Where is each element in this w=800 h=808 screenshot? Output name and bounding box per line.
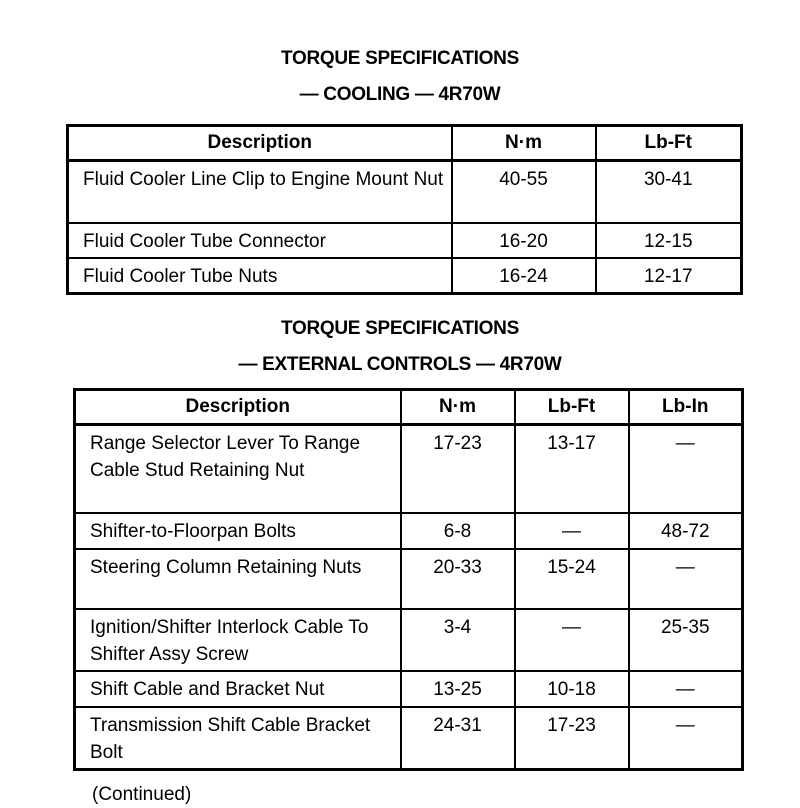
description-cell: Ignition/Shifter Interlock Cable To Shifter Assy Screw	[75, 609, 401, 671]
description-cell: Transmission Shift Cable Bracket Bolt	[75, 707, 401, 770]
external-title: TORQUE SPECIFICATIONS	[281, 318, 519, 339]
lbft-cell: 30-41	[596, 161, 742, 223]
table-row	[68, 223, 742, 258]
column-header-nm: N·m	[401, 390, 515, 425]
description-cell: Shifter-to-Floorpan Bolts	[75, 513, 401, 549]
description-cell: Fluid Cooler Tube Nuts	[68, 258, 452, 294]
lbin-cell: —	[629, 707, 743, 770]
lbft-cell: —	[515, 609, 629, 671]
table-row	[75, 549, 743, 609]
nm-cell: 24-31	[401, 707, 515, 770]
description-cell: Fluid Cooler Line Clip to Engine Mount Nut	[68, 161, 452, 223]
lbft-cell: 13-17	[515, 425, 629, 513]
table-row	[75, 707, 743, 770]
lbin-cell: 48-72	[629, 513, 743, 549]
lbft-cell: 15-24	[515, 549, 629, 609]
nm-cell: 40-55	[452, 161, 596, 223]
column-header-lbft: Lb-Ft	[515, 390, 629, 425]
table-row	[75, 609, 743, 671]
lbft-cell: 17-23	[515, 707, 629, 770]
table-row	[68, 258, 742, 294]
lbft-cell: 12-15	[596, 223, 742, 258]
external-subtitle: — EXTERNAL CONTROLS — 4R70W	[238, 354, 562, 375]
nm-cell: 3-4	[401, 609, 515, 671]
table-row	[75, 513, 743, 549]
nm-cell: 17-23	[401, 425, 515, 513]
column-header-description: Description	[68, 126, 452, 161]
column-header-lbin: Lb-In	[629, 390, 743, 425]
lbin-cell: —	[629, 425, 743, 513]
table-row	[75, 671, 743, 707]
cooling-subtitle: — COOLING — 4R70W	[299, 84, 501, 105]
lbin-cell: —	[629, 549, 743, 609]
nm-cell: 20-33	[401, 549, 515, 609]
table-header-row	[75, 390, 743, 425]
description-cell: Range Selector Lever To Range Cable Stud Retaining Nut	[75, 425, 401, 513]
table-header-row	[68, 126, 742, 161]
nm-cell: 16-20	[452, 223, 596, 258]
lbft-cell: 10-18	[515, 671, 629, 707]
column-header-description: Description	[75, 390, 401, 425]
cooling-torque-table	[66, 124, 743, 295]
cooling-title: TORQUE SPECIFICATIONS	[281, 48, 519, 69]
table-row	[75, 425, 743, 513]
external-controls-torque-table	[73, 388, 744, 771]
lbft-cell: —	[515, 513, 629, 549]
continued-note: (Continued)	[92, 784, 192, 805]
column-header-nm: N·m	[452, 126, 596, 161]
nm-cell: 13-25	[401, 671, 515, 707]
description-cell: Fluid Cooler Tube Connector	[68, 223, 452, 258]
table-row	[68, 161, 742, 223]
lbin-cell: —	[629, 671, 743, 707]
lbin-cell: 25-35	[629, 609, 743, 671]
nm-cell: 6-8	[401, 513, 515, 549]
lbft-cell: 12-17	[596, 258, 742, 294]
column-header-lbft: Lb-Ft	[596, 126, 742, 161]
nm-cell: 16-24	[452, 258, 596, 294]
description-cell: Steering Column Retaining Nuts	[75, 549, 401, 609]
description-cell: Shift Cable and Bracket Nut	[75, 671, 401, 707]
